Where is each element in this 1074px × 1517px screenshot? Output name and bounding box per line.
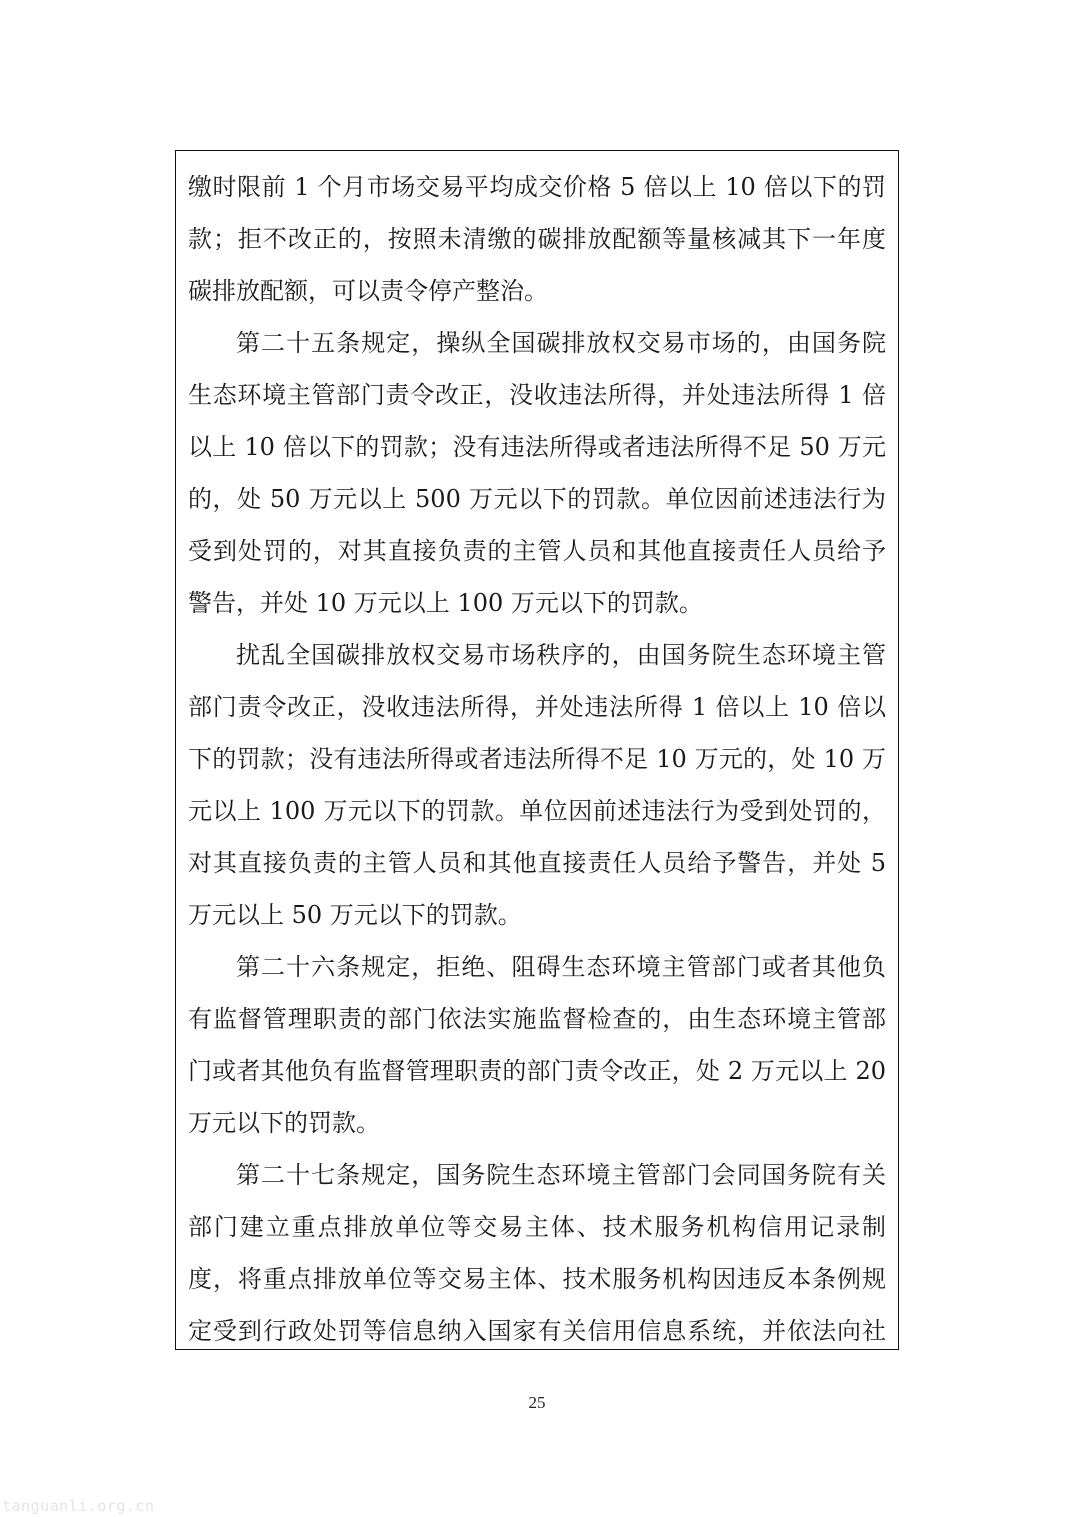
text-line: 部门责令改正，没收违法所得，并处违法所得 1 倍以上 10 倍以: [188, 693, 886, 721]
text-line: 缴时限前 1 个月市场交易平均成交价格 5 倍以上 10 倍以下的罚: [188, 173, 886, 201]
text-line: 万元以下的罚款。: [188, 1109, 380, 1137]
text-line: 扰乱全国碳排放权交易市场秩序的，由国务院生态环境主管: [236, 641, 886, 669]
text-line: 第二十七条规定，国务院生态环境主管部门会同国务院有关: [236, 1161, 886, 1189]
text-line: 有监督管理职责的部门依法实施监督检查的，由生态环境主管部: [188, 1005, 886, 1033]
text-line: 款；拒不改正的，按照未清缴的碳排放配额等量核减其下一年度: [188, 225, 886, 253]
document-body: [188, 161, 886, 1357]
text-line: 警告，并处 10 万元以上 100 万元以下的罚款。: [188, 589, 703, 617]
text-line: 元以上 100 万元以下的罚款。单位因前述违法行为受到处罚的，: [188, 797, 886, 825]
text-line: 以上 10 倍以下的罚款；没有违法所得或者违法所得不足 50 万元: [188, 433, 886, 461]
page-number: 25: [528, 1393, 546, 1412]
text-line: 第二十五条规定，操纵全国碳排放权交易市场的，由国务院: [236, 329, 886, 357]
text-line: 下的罚款；没有违法所得或者违法所得不足 10 万元的，处 10 万: [188, 745, 886, 773]
watermark: tanguanli.org.cn: [2, 1497, 155, 1515]
text-line: 万元以上 50 万元以下的罚款。: [188, 901, 522, 929]
text-line: 碳排放配额，可以责令停产整治。: [188, 277, 548, 305]
text-line: 部门建立重点排放单位等交易主体、技术服务机构信用记录制: [188, 1213, 886, 1241]
text-line: 定受到行政处罚等信息纳入国家有关信用信息系统，并依法向社: [188, 1317, 886, 1345]
text-line: 度，将重点排放单位等交易主体、技术服务机构因违反本条例规: [188, 1265, 886, 1293]
text-line: 对其直接负责的主管人员和其他直接责任人员给予警告，并处 5: [188, 849, 886, 877]
text-line: 第二十六条规定，拒绝、阻碍生态环境主管部门或者其他负: [236, 953, 886, 981]
text-line: 生态环境主管部门责令改正，没收违法所得，并处违法所得 1 倍: [188, 381, 886, 409]
text-line: 门或者其他负有监督管理职责的部门责令改正，处 2 万元以上 20: [188, 1057, 886, 1085]
bordered-text-frame: [175, 150, 899, 1350]
text-line: 的，处 50 万元以上 500 万元以下的罚款。单位因前述违法行为: [188, 485, 886, 513]
text-line: 受到处罚的，对其直接负责的主管人员和其他直接责任人员给予: [188, 537, 886, 565]
